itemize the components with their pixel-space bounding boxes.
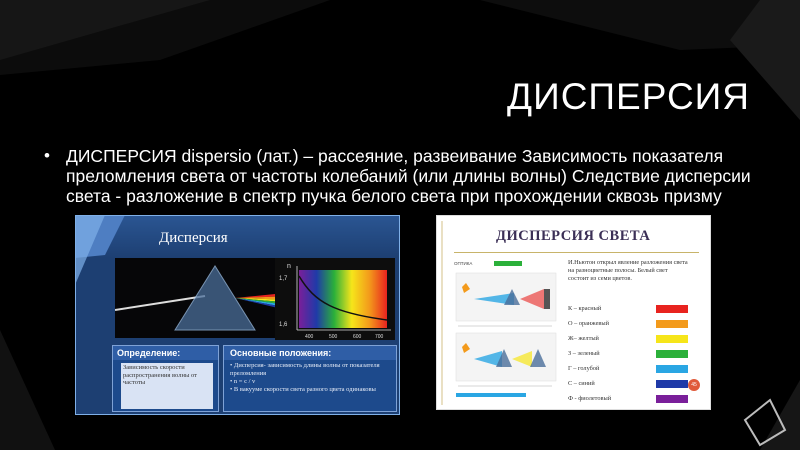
main-point-item: • n = c / v (230, 378, 256, 385)
definition-header: Определение: (113, 346, 218, 360)
definition-box (112, 345, 219, 412)
color-row-red (568, 305, 698, 315)
color-swatch (656, 320, 688, 328)
color-label: О – оранжевый (568, 320, 609, 327)
section-label: ОПТИКА (454, 261, 473, 266)
main-points-list (224, 360, 396, 396)
main-point-item: • Дисперсия- зависимость длины волны от показателя преломления (230, 362, 380, 377)
newton-intro-text: И.Ньютон открыл явление разложения света на разноцветные полосы. Белый свет состоит из семи цветов. (568, 259, 688, 282)
color-row-orange (568, 320, 698, 330)
color-label: Г – голубой (568, 365, 600, 372)
definition-body: Зависимость скорости распространения волны от частоты (121, 363, 213, 409)
color-label: С – синий (568, 380, 595, 387)
graph-x-tick: 400 (305, 334, 314, 340)
dispersion-graph (275, 258, 395, 340)
color-label: З – зеленый (568, 350, 600, 357)
definition-paragraph: ДИСПЕРСИЯ dispersio (лат.) – рассеяние, развеивание Зависимость показателя преломления света от частоты колебаний (или длины волны) Следствие дисперсии света - разложение в спектр пучка белого света при прохождении сквозь призму (66, 146, 751, 206)
color-swatch (656, 365, 688, 373)
color-row-light-blue (568, 365, 698, 375)
graph-axis-n: n (287, 263, 291, 270)
color-label: К – красный (568, 305, 602, 312)
main-point-item: • В вакууме скорости света разного цвета одинаковы (230, 386, 376, 393)
color-row-yellow (568, 335, 698, 345)
color-label: Ж– желтый (568, 335, 599, 342)
dispersion-slide-image (75, 215, 400, 415)
image-title: Дисперсия (159, 230, 228, 246)
color-row-blue (568, 380, 698, 390)
textbook-page-image (436, 215, 711, 410)
graph-y-mid: 1,6 (279, 322, 288, 328)
graph-y-top: 1,7 (279, 276, 288, 282)
color-row-green (568, 350, 698, 360)
color-label: Ф - фиолетовый (568, 395, 612, 402)
title-divider (454, 252, 699, 253)
slide-body-text (46, 146, 766, 206)
graph-x-tick: 500 (329, 334, 338, 340)
graph-x-tick: 600 (353, 334, 362, 340)
page-number-badge: 45 (688, 379, 700, 391)
color-swatch (656, 350, 688, 358)
prism-diagrams (454, 259, 564, 399)
main-points-box (223, 345, 397, 412)
color-swatch (656, 380, 688, 388)
textbook-title: ДИСПЕРСИЯ СВЕТА (496, 228, 651, 244)
color-swatch (656, 305, 688, 313)
graph-x-tick: 700 (375, 334, 384, 340)
slide-title: ДИСПЕРСИЯ (507, 76, 750, 117)
main-points-header: Основные положения: (224, 346, 396, 360)
color-swatch (656, 395, 688, 403)
color-swatch (656, 335, 688, 343)
bullet-marker: • (44, 146, 50, 165)
color-row-violet (568, 395, 698, 405)
